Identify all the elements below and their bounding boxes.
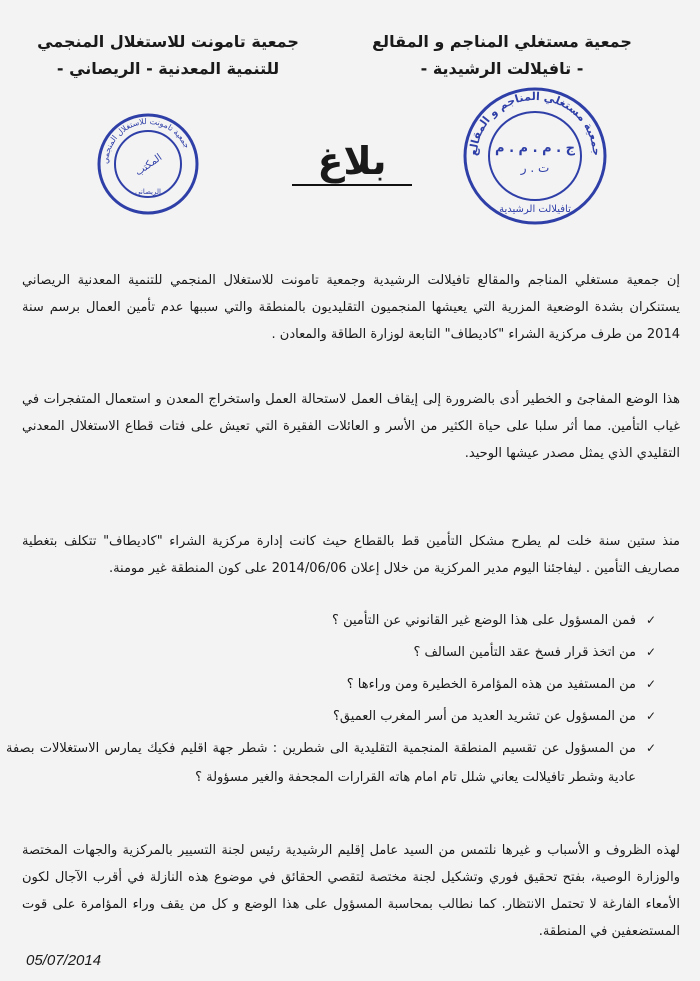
left-stamp-bottom-text: الريصاني: [135, 188, 161, 196]
right-stamp-ring-text: جمعية مستغلي المناجم و المقالع: [466, 89, 604, 157]
list-item: [6, 734, 654, 792]
checkmark-icon: ✓: [645, 677, 656, 691]
right-stamp-bottom-text: تافيلالت الرشيدية: [499, 204, 571, 215]
header-right-line1: جمعية مستغلي المناجم و المقالع: [372, 32, 632, 51]
header-left-line1: جمعية تامونت للاستغلال المنجمي: [37, 32, 299, 51]
question-text: فمن المسؤول على هذا الوضع غير القانوني عن التأمين ؟: [332, 613, 636, 628]
right-stamp-center-line1: ج . م . م . م: [495, 141, 575, 156]
left-association-stamp: [96, 112, 200, 216]
checkmark-icon: ✓: [645, 613, 656, 627]
right-stamp-center-line2: ت . ر: [520, 161, 550, 175]
left-stamp-center-text: المكتب: [133, 152, 165, 179]
header-right-line2: - تافيلالت الرشيدية -: [420, 59, 584, 78]
list-item: [46, 606, 654, 635]
list-item: [46, 670, 654, 699]
list-item: [46, 702, 654, 731]
paragraph-history: منذ ستين سنة خلت لم يطرح مشكل التأمين قط بالقطاع حيث كانت إدارة مركزية الشراء "كاديطاف" تتكلف بتغطية مصاريف التأمين . ليفاجئنا اليوم مدير المركزية من خلال إعلان 2014/06/06 على كون المنطقة غير مومنة.: [22, 534, 680, 576]
paragraph-situation: هذا الوضع المفاجئ و الخطير أدى بالضرورة إلى إيقاف العمل لاستحالة العمل واستخراج المعدن و استعمال المتفجرات في غياب التأمين. مما أثر سلبا على حياة الكثير من الأسر و العائلات الفقيرة التي تعيش على فتات قطاع الاستغلال المعدني التقليدي الذي يمثل مصدر عيشها الوحيد.: [22, 392, 680, 461]
question-text: من المسؤول عن تقسيم المنطقة المنجمية التقليدية الى شطرين : شطر جهة اقليم فكيك يمارس الاستغلالات بصفة عادية وشطر تافيلالت يعاني شلل تام امام هاته القرارات المجحفة والغير مسؤولة ؟: [6, 741, 636, 785]
question-text: من المستفيد من هذه المؤامرة الخطيرة ومن وراءها ؟: [346, 677, 636, 692]
checkmark-icon: ✓: [645, 709, 656, 723]
question-text: من المسؤول عن تشريد العديد من أسر المغرب العميق؟: [333, 709, 636, 724]
list-item: [46, 638, 654, 667]
header-left-line2: للتنمية المعدنية - الريصاني -: [56, 59, 280, 78]
question-text: من اتخذ قرار فسخ عقد التأمين السالف ؟: [413, 645, 636, 660]
checkmark-icon: ✓: [645, 645, 656, 659]
questions-list: [6, 606, 656, 795]
checkmark-icon: ✓: [645, 741, 656, 755]
left-stamp-ring-text: جمعية تامونت للاستغلال المنجمي: [100, 116, 192, 165]
header-left-association: [28, 28, 308, 82]
paragraph-intro: إن جمعية مستغلي المناجم والمقالع تافيلالت الرشيدية وجمعية تامونت للاستغلال المنجمي للتنمية المعدنية الريصاني يستنكران بشدة الوضعية المزرية التي يعيشها المنجميون التقليديون بالمنطقة والتي سببها عدم تأمين العمال برسم سنة 2014 من طرف مركزية الشراء "كاديطاف" التابعة لوزارة الطاقة والمعادن .: [22, 273, 680, 342]
document-title: بلاغ: [292, 140, 412, 186]
header-right-association: [352, 28, 652, 82]
document-date: 05/07/2014: [26, 952, 102, 969]
right-association-stamp: [462, 86, 608, 226]
paragraph-demands: لهذه الظروف و الأسباب و غيرها نلتمس من السيد عامل إقليم الرشيدية رئيس لجنة التسيير بالمركزية والجهات المختصة والوزارة الوصية، بفتح تحقيق فوري وتشكيل لجنة مختصة لتقصي الحقائق في موضوع هذه النازلة في أقرب الآجال لكون الأمعاء الفارغة لا تحتمل الانتظار. كما نطالب بمحاسبة المسؤول على هذا الوضع و كل من يقف وراء المؤامرة على قوت المستضعفين في المنطقة.: [22, 843, 680, 939]
